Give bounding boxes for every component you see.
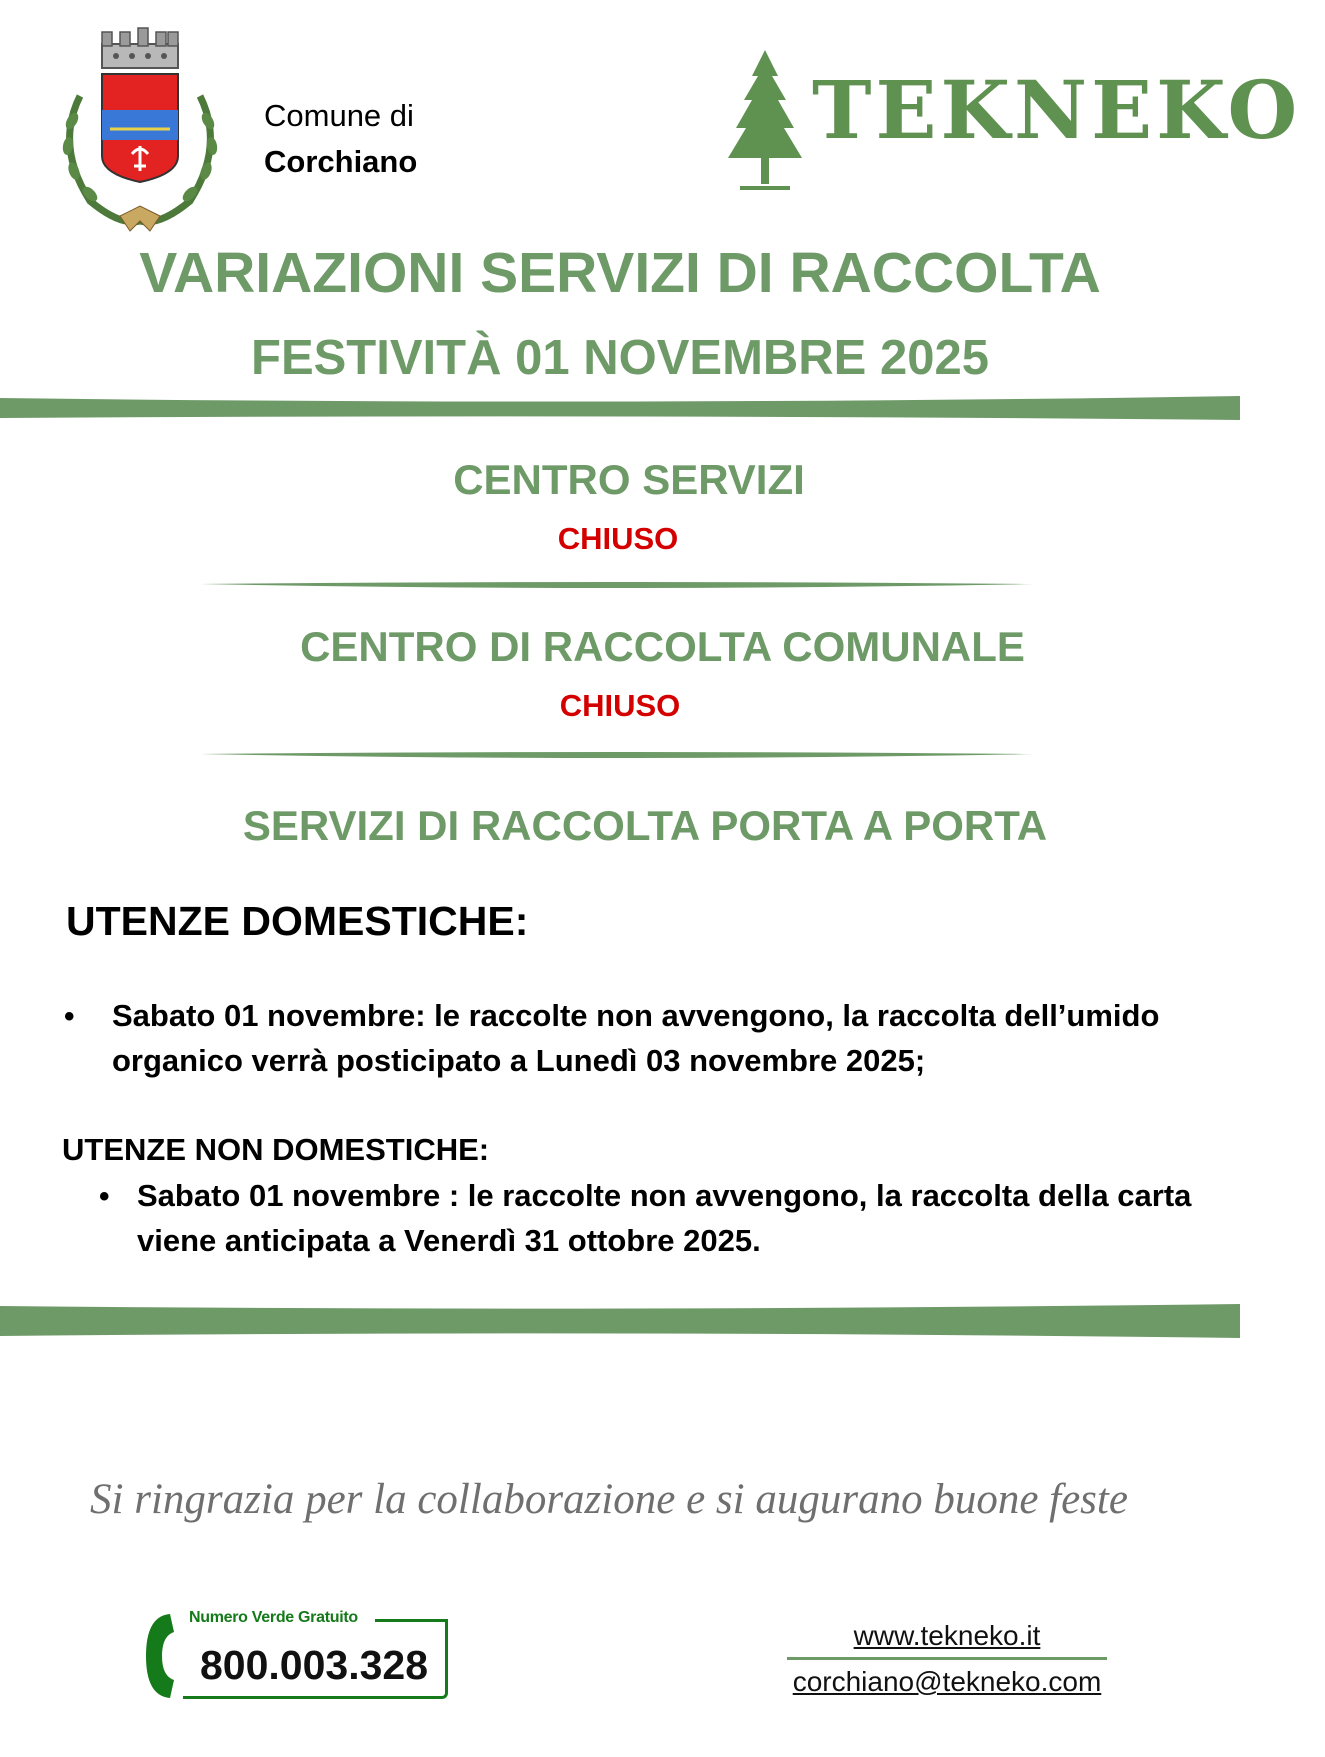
page-subtitle: FESTIVITÀ 01 NOVEMBRE 2025 bbox=[251, 331, 989, 385]
section-divider bbox=[200, 578, 1035, 594]
pine-tree-icon bbox=[726, 50, 804, 192]
section-title-porta-a-porta: SERVIZI DI RACCOLTA PORTA A PORTA bbox=[242, 802, 1048, 849]
brand-logo-text: TEKNEKO bbox=[812, 63, 1302, 157]
list-item: Sabato 01 novembre : le raccolte non avvengono, la raccolta della carta viene anticipata a Venerdì 31 ottobre 2025. bbox=[137, 1178, 1192, 1258]
coat-of-arms-icon bbox=[50, 26, 230, 236]
section-title-centro-raccolta: CENTRO DI RACCOLTA COMUNALE bbox=[300, 623, 1025, 670]
comune-label: Comune di bbox=[264, 98, 414, 133]
heading-utenze-non-domestiche: UTENZE NON DOMESTICHE: bbox=[62, 1132, 490, 1167]
list-item: Sabato 01 novembre: le raccolte non avvengono, la raccolta dell’umido organico verrà posticipato a Lunedì 03 novembre 2025; bbox=[112, 998, 1160, 1078]
bottom-divider-band bbox=[0, 1300, 1240, 1342]
section-divider bbox=[200, 748, 1035, 764]
website-link[interactable]: www.tekneko.it bbox=[853, 1620, 1041, 1651]
status-centro-raccolta: CHIUSO bbox=[559, 688, 681, 723]
status-centro-servizi: CHIUSO bbox=[557, 521, 679, 556]
contact-divider bbox=[787, 1657, 1107, 1660]
bullet-marker: • bbox=[99, 1180, 110, 1213]
heading-utenze-domestiche: UTENZE DOMESTICHE: bbox=[66, 898, 529, 944]
top-divider-band bbox=[0, 394, 1240, 422]
page-title: VARIAZIONI SERVIZI DI RACCOLTA bbox=[139, 241, 1101, 305]
phone-handset-icon bbox=[140, 1610, 182, 1702]
closing-message: Si ringrazia per la collaborazione e si augurano buone feste bbox=[90, 1476, 1128, 1523]
bullet-marker: • bbox=[64, 1000, 75, 1033]
email-link[interactable]: corchiano@tekneko.com bbox=[792, 1666, 1102, 1697]
numero-verde-label: Numero Verde Gratuito bbox=[189, 1609, 358, 1626]
comune-name: Corchiano bbox=[264, 144, 418, 179]
section-title-centro-servizi: CENTRO SERVIZI bbox=[453, 456, 805, 503]
numero-verde-phone[interactable]: 800.003.328 bbox=[200, 1642, 429, 1688]
numero-verde-frame-top bbox=[375, 1619, 448, 1622]
